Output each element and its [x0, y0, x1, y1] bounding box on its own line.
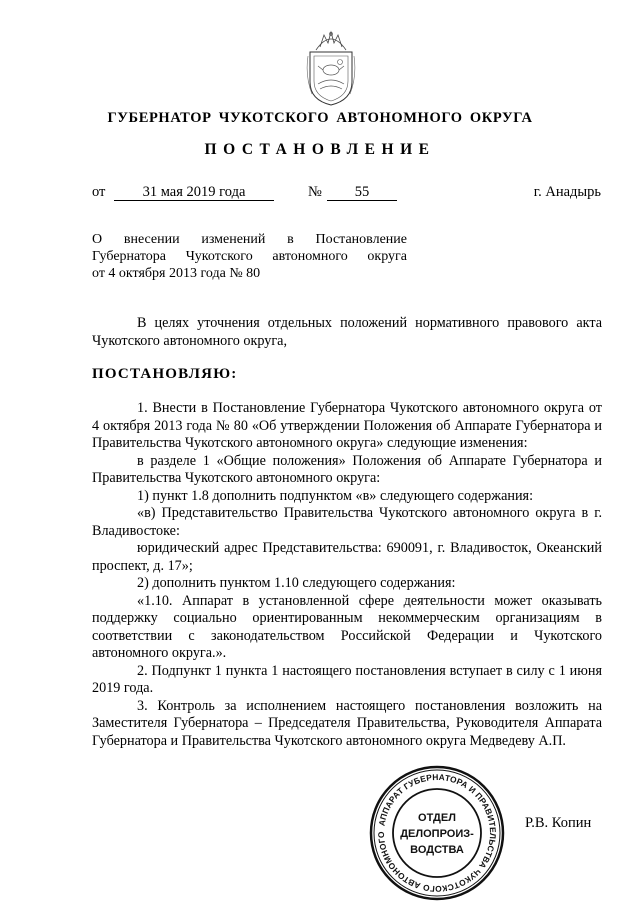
decree-word: ПОСТАНОВЛЯЮ:: [92, 366, 238, 382]
document-type-title: ПОСТАНОВЛЕНИЕ: [204, 141, 436, 158]
preamble: В целях уточнения отдельных положений нормативного правового акта Чукотского автономного округа,: [92, 315, 602, 349]
signature-name: Р.В. Копин: [525, 815, 592, 831]
date-underline: [114, 200, 274, 201]
paragraph: «в) Представительство Правительства Чукотского автономного округа в г. Владивостоке:: [92, 505, 602, 539]
paragraph: 1. Внести в Постановление Губернатора Чукотского автономного округа от 4 октября 2013 года № 80 «Об утверждении Положения об Аппарате Губернатора и Правительства Чукотского автономного округа» следующие изменения:: [92, 400, 602, 451]
round-seal-stamp: [368, 764, 506, 902]
decree-number: 55: [354, 184, 370, 200]
paragraph: юридический адрес Представительства: 690091, г. Владивосток, Океанский проспект, д. 17»;: [92, 540, 602, 574]
paragraph: в разделе 1 «Общие положения» Положения об Аппарате Губернатора и Правительства Чукотского автономного округа:: [92, 452, 602, 486]
paragraph: 2. Подпункт 1 пункта 1 настоящего постановления вступает в силу с 1 июня 2019 года.: [92, 662, 602, 696]
number-field: [327, 184, 397, 201]
stamp-ring-text: АППАРАТ ГУБЕРНАТОРА И ПРАВИТЕЛЬСТВА ЧУКОТСКОГО АВТОНОМНОГО: [375, 771, 499, 895]
decree-date: 31 мая 2019 года: [142, 184, 246, 200]
city: г. Анадырь: [533, 184, 601, 200]
preamble-block: [92, 315, 602, 350]
number-underline: [327, 200, 397, 201]
coat-of-arms-icon: [306, 26, 356, 106]
paragraph: 3. Контроль за исполнением настоящего постановления возложить на Заместителя Губернатора – Председателя Правительства, Руководителя Аппарата Губернатора и Правительства Чукотского автономного округа Медведеву А.П.: [92, 697, 602, 749]
decree-body: [92, 400, 602, 750]
date-field: [114, 184, 274, 201]
stamp-center-line: ДЕЛОПРОИЗ-: [400, 828, 474, 840]
subject-line: от 4 октября 2013 года № 80: [92, 266, 261, 281]
paragraph: 1) пункт 1.8 дополнить подпунктом «в» следующего содержания:: [137, 487, 534, 504]
subject-line: О внесении изменений в Постановление: [92, 232, 407, 247]
stamp-center-line: ОТДЕЛ: [418, 812, 456, 824]
paragraph: «1.10. Аппарат в установленной сфере деятельности может оказывать поддержку социально ориентированным некоммерческим организациям в соответствии с законодательством Российской Федерации и Чукотского автономного округа.».: [92, 592, 602, 661]
from-label: от: [92, 184, 106, 200]
decree-subject: [92, 231, 407, 282]
paragraph: 2) дополнить пунктом 1.10 следующего содержания:: [137, 575, 456, 591]
subject-line: Губернатора Чукотского автономного округа: [92, 249, 407, 264]
stamp-center-line: ВОДСТВА: [410, 844, 464, 856]
governor-title: ГУБЕРНАТОР ЧУКОТСКОГО АВТОНОМНОГО ОКРУГА: [107, 110, 533, 126]
number-label: №: [308, 184, 322, 200]
